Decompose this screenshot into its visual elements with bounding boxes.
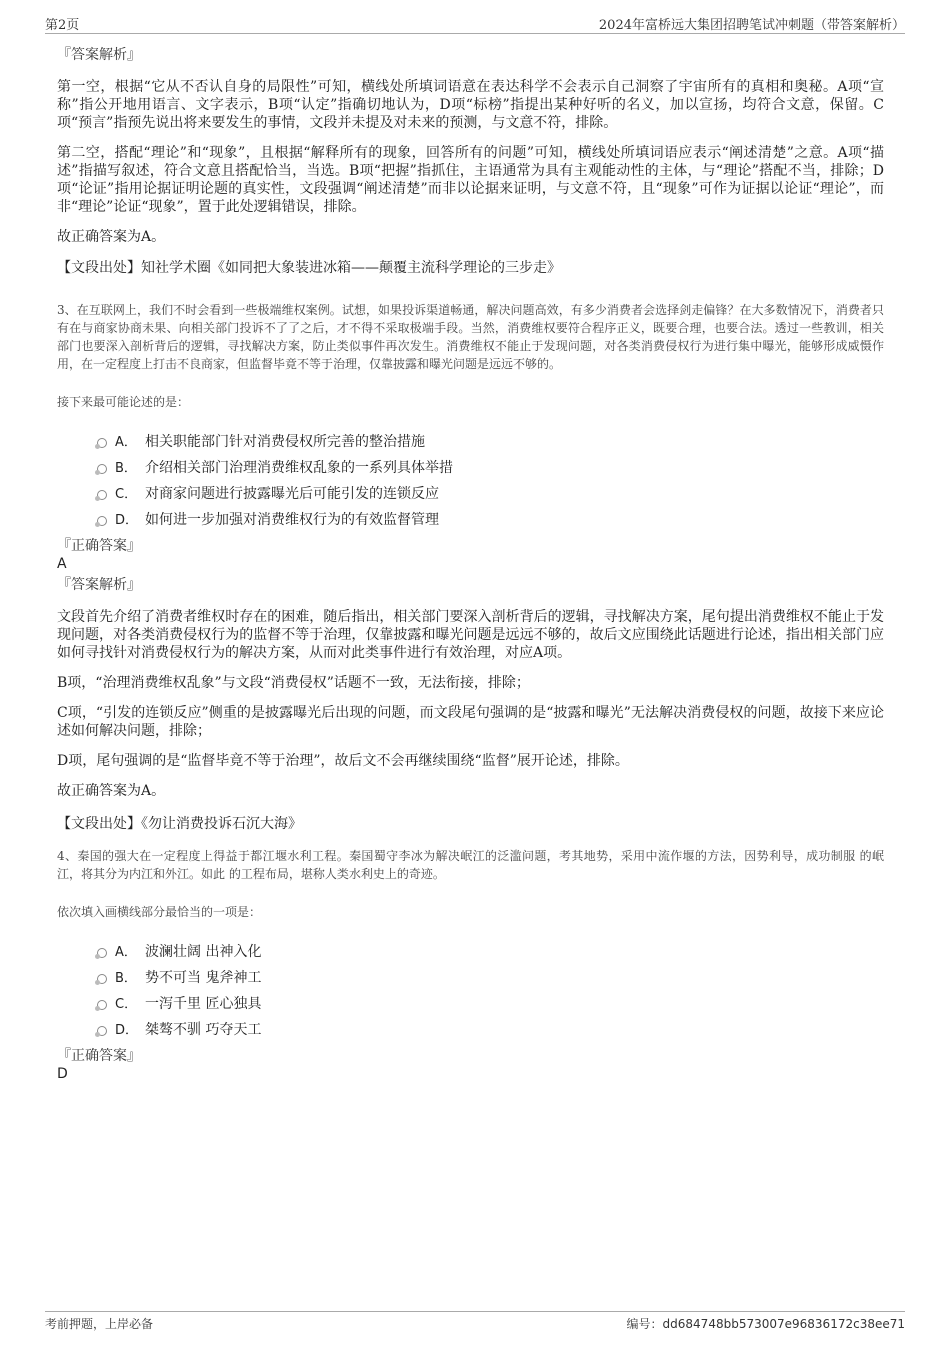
radio-button-icon[interactable] [97, 438, 107, 448]
radio-button-icon[interactable] [97, 974, 107, 984]
document-title: 2024年富桥远大集团招聘笔试冲刺题（带答案解析） [598, 18, 905, 33]
question-4-text: 4、秦国的强大在一定程度上得益于都江堰水利工程。秦国蜀守李冰为解决岷江的泛滥问题，考其地势，采用中流作堰的方法，因势利导，成功制服 的岷江，将其分为内江和外江。如此 的工程布局，堪称人类水利史上的奇迹。 [57, 849, 884, 881]
question-4-options [97, 939, 884, 1043]
analysis-paragraph: 第一空，根据“它从不否认自身的局限性”可知，横线处所填词语意在表达科学不会表示自己洞察了宇宙所有的真相和奥秘。A项“宣称”指公开地用语言、文字表示，B项“认定”指确切地认为，D项“标榜”指提出某种好听的名义，加以宣扬，均符合文意，保留。C项“预言”指预先说出将来要发生的事情，文段并未提及对未来的预测，与文意不符，排除。 [57, 79, 884, 131]
option-a[interactable]: A． 波澜壮阔 出神入化 [97, 939, 884, 965]
analysis-paragraph: D项，尾句强调的是“监督毕竟不等于治理”，故后文不会再继续围绕“监督”展开论述，排除。 [57, 753, 629, 769]
document-code [627, 1315, 905, 1332]
radio-button-icon[interactable] [97, 516, 107, 526]
option-c[interactable]: C． 一泻千里 匠心独具 [97, 991, 884, 1017]
option-b[interactable]: B． 介绍相关部门治理消费维权乱象的一系列具体举措 [97, 455, 884, 481]
text-source: 【文段出处】知社学术圈《如同把大象装进冰箱——颠覆主流科学理论的三步走》 [57, 260, 561, 276]
radio-button-icon[interactable] [97, 490, 107, 500]
radio-button-icon[interactable] [97, 948, 107, 958]
question-4-prompt: 依次填入画横线部分最恰当的一项是： [57, 905, 262, 919]
analysis-conclusion: 故正确答案为A。 [57, 229, 166, 245]
correct-answer-label: 『正确答案』 [57, 538, 141, 554]
radio-button-icon[interactable] [97, 464, 107, 474]
correct-answer: D [57, 1066, 68, 1082]
analysis-paragraph: C项，“引发的连锁反应”侧重的是披露曝光后出现的问题，而文段尾句强调的是“披露和曝光”无法解决消费侵权的问题，故接下来应论述如何解决问题，排除； [57, 705, 884, 739]
answer-analysis-label: 『答案解析』 [57, 577, 141, 593]
question-3-options [97, 429, 884, 533]
radio-button-icon[interactable] [97, 1000, 107, 1010]
option-d[interactable]: D． 如何进一步加强对消费维权行为的有效监督管理 [97, 507, 884, 533]
option-d[interactable]: D． 桀骜不驯 巧夺天工 [97, 1017, 884, 1043]
code-value: dd684748bb573007e96836172c38ee71 [662, 1317, 905, 1331]
analysis-paragraph: 文段首先介绍了消费者维权时存在的困难，随后指出，相关部门要深入剖析背后的逻辑，寻找解决方案，尾句提出消费维权不能止于发现问题，对各类消费侵权行为的监督不等于治理，仅靠披露和曝光问题是远远不够的，故后文应围绕此话题进行论述，指出相关部门应如何寻找针对消费侵权行为的解决方案，从而对此类事件进行有效治理，对应A项。 [57, 609, 884, 661]
text-source: 【文段出处】《勿让消费投诉石沉大海》 [57, 816, 302, 832]
radio-button-icon[interactable] [97, 1026, 107, 1036]
page-number: 第2页 [45, 18, 80, 33]
page-content [57, 46, 884, 1083]
analysis-conclusion: 故正确答案为A。 [57, 783, 166, 799]
correct-answer-label: 『正确答案』 [57, 1048, 141, 1064]
option-b[interactable]: B． 势不可当 鬼斧神工 [97, 965, 884, 991]
answer-analysis-label: 『答案解析』 [57, 47, 141, 63]
option-a[interactable]: A． 相关职能部门针对消费侵权所完善的整治措施 [97, 429, 884, 455]
footer-slogan: 考前押题，上岸必备 [45, 1317, 154, 1331]
page-footer [45, 1311, 905, 1331]
page-header [45, 14, 905, 34]
option-c[interactable]: C． 对商家问题进行披露曝光后可能引发的连锁反应 [97, 481, 884, 507]
correct-answer: A [57, 556, 67, 572]
analysis-paragraph: 第二空，搭配“理论”和“现象”，且根据“解释所有的现象，回答所有的问题”可知，横线处所填词语应表示“阐述清楚”之意。A项“描述”指描写叙述，符合文意且搭配恰当，当选。B项“把握”指抓住，主语通常为具有主观能动性的主体，与“理论”搭配不当，排除；D项“论证”指用论据证明论题的真实性，文段强调“阐述清楚”而非以论据来证明，与文意不符，且“现象”可作为证据以论证“理论”，而非“理论”论证“现象”，置于此处逻辑错误，排除。 [57, 145, 884, 215]
question-3-text: 3、在互联网上，我们不时会看到一些极端维权案例。试想，如果投诉渠道畅通，解决问题高效，有多少消费者会选择剑走偏锋？在大多数情况下，消费者只有在与商家协商未果、向相关部门投诉不了了之后，才不得不采取极端手段。当然，消费维权要符合程序正义，既要合理，也要合法。透过一些教训，相关部门也要深入剖析背后的逻辑，寻找解决方案，防止类似事件再次发生。消费维权不能止于发现问题，对各类消费侵权行为进行集中曝光，能够形成威慑作用，在一定程度上打击不良商家，但监督毕竟不等于治理，仅靠披露和曝光问题是远远不够的。 [57, 303, 884, 371]
analysis-paragraph: B项，“治理消费维权乱象”与文段“消费侵权”话题不一致，无法衔接，排除； [57, 675, 530, 691]
code-label: 编号： [626, 1317, 663, 1331]
question-3-prompt: 接下来最可能论述的是： [57, 395, 190, 409]
